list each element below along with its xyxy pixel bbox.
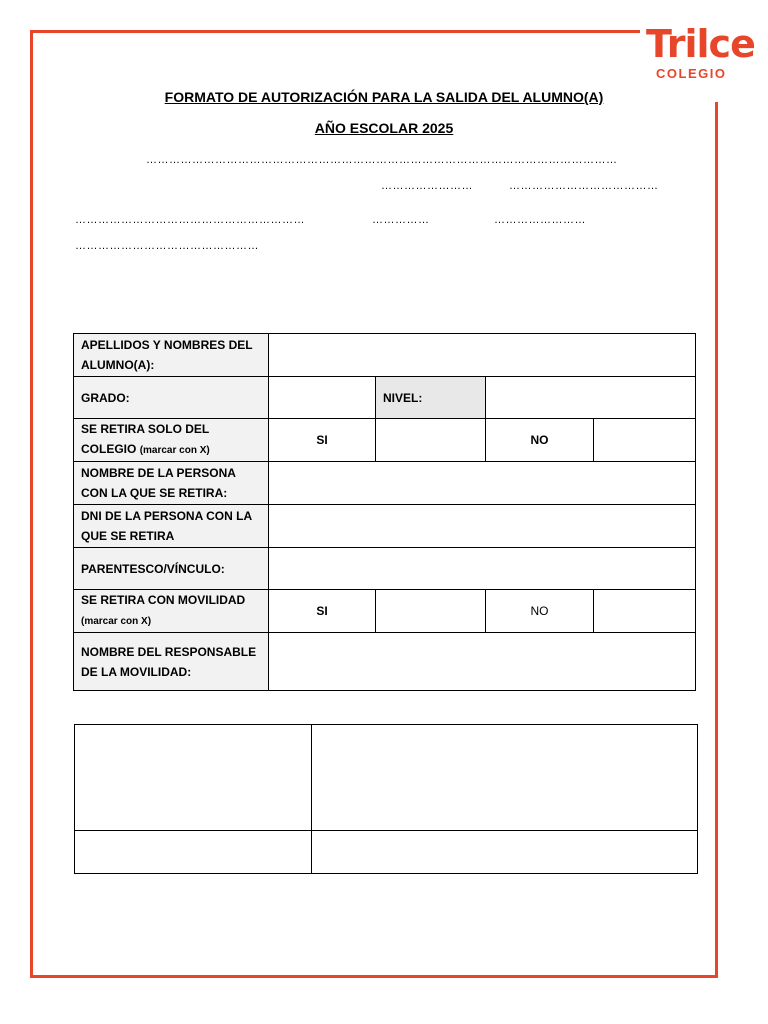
logo-word: Trilce	[646, 22, 755, 66]
table-row	[74, 590, 696, 633]
mobility-label	[74, 590, 269, 633]
student-name-label: APELLIDOS Y NOMBRES DEL ALUMNO(A):	[74, 334, 269, 377]
table-row	[74, 419, 696, 462]
fill-line-2a[interactable]: ……………………	[381, 180, 473, 192]
mobility-no-box[interactable]	[594, 590, 696, 633]
signature-caption-right[interactable]	[312, 831, 698, 874]
table-row	[74, 548, 696, 590]
leaves-alone-text: SE RETIRA SOLO DEL COLEGIO	[81, 422, 210, 456]
fill-line-3a[interactable]: ……………………………………………………	[75, 214, 305, 226]
mobility-text: SE RETIRA CON MOVILIDAD	[81, 593, 246, 607]
leaves-alone-yes-box[interactable]	[376, 419, 486, 462]
leaves-alone-no-box[interactable]	[594, 419, 696, 462]
leaves-alone-no-label: NO	[486, 419, 594, 462]
level-field[interactable]	[486, 377, 696, 419]
authorization-form-table	[73, 333, 696, 691]
signature-box-right[interactable]	[312, 725, 698, 831]
leaves-alone-yes-label: SI	[269, 419, 376, 462]
table-row	[75, 831, 698, 874]
companion-dni-field[interactable]	[269, 505, 696, 548]
mobility-yes-label: SI	[269, 590, 376, 633]
table-row	[74, 462, 696, 505]
table-row	[74, 633, 696, 691]
signature-table	[74, 724, 698, 874]
level-label: NIVEL:	[376, 377, 486, 419]
table-row	[74, 334, 696, 377]
signature-caption-left[interactable]	[75, 831, 312, 874]
table-row	[74, 505, 696, 548]
companion-dni-label: DNI DE LA PERSONA CON LA QUE SE RETIRA	[74, 505, 269, 548]
mobility-hint: (marcar con X)	[81, 616, 152, 627]
mobility-no-label: NO	[486, 590, 594, 633]
fill-line-1[interactable]: ……………………………………………………………………………………………………………	[146, 154, 618, 166]
grade-label: GRADO:	[74, 377, 269, 419]
student-name-field[interactable]	[269, 334, 696, 377]
table-row	[74, 377, 696, 419]
mobility-responsible-field[interactable]	[269, 633, 696, 691]
school-year: AÑO ESCOLAR 2025	[314, 120, 454, 136]
leaves-alone-label	[74, 419, 269, 462]
companion-name-label: NOMBRE DE LA PERSONA CON LA QUE SE RETIRA:	[74, 462, 269, 505]
fill-line-2b[interactable]: …………………………………	[509, 180, 659, 192]
trilce-logo	[646, 24, 762, 81]
document-title: FORMATO DE AUTORIZACIÓN PARA LA SALIDA DEL ALUMNO(A)	[164, 89, 604, 105]
signature-box-left[interactable]	[75, 725, 312, 831]
leaves-alone-hint: (marcar con X)	[139, 445, 210, 456]
companion-name-field[interactable]	[269, 462, 696, 505]
table-row	[75, 725, 698, 831]
fill-line-4[interactable]: …………………………………………	[75, 240, 259, 252]
grade-field[interactable]	[269, 377, 376, 419]
logo-subtitle: COLEGIO	[656, 66, 727, 81]
mobility-responsible-label: NOMBRE DEL RESPONSABLE DE LA MOVILIDAD:	[74, 633, 269, 691]
relationship-field[interactable]	[269, 548, 696, 590]
relationship-label: PARENTESCO/VÍNCULO:	[74, 548, 269, 590]
fill-line-3b[interactable]: ……………	[372, 214, 430, 226]
mobility-yes-box[interactable]	[376, 590, 486, 633]
fill-line-3c[interactable]: ……………………	[494, 214, 586, 226]
